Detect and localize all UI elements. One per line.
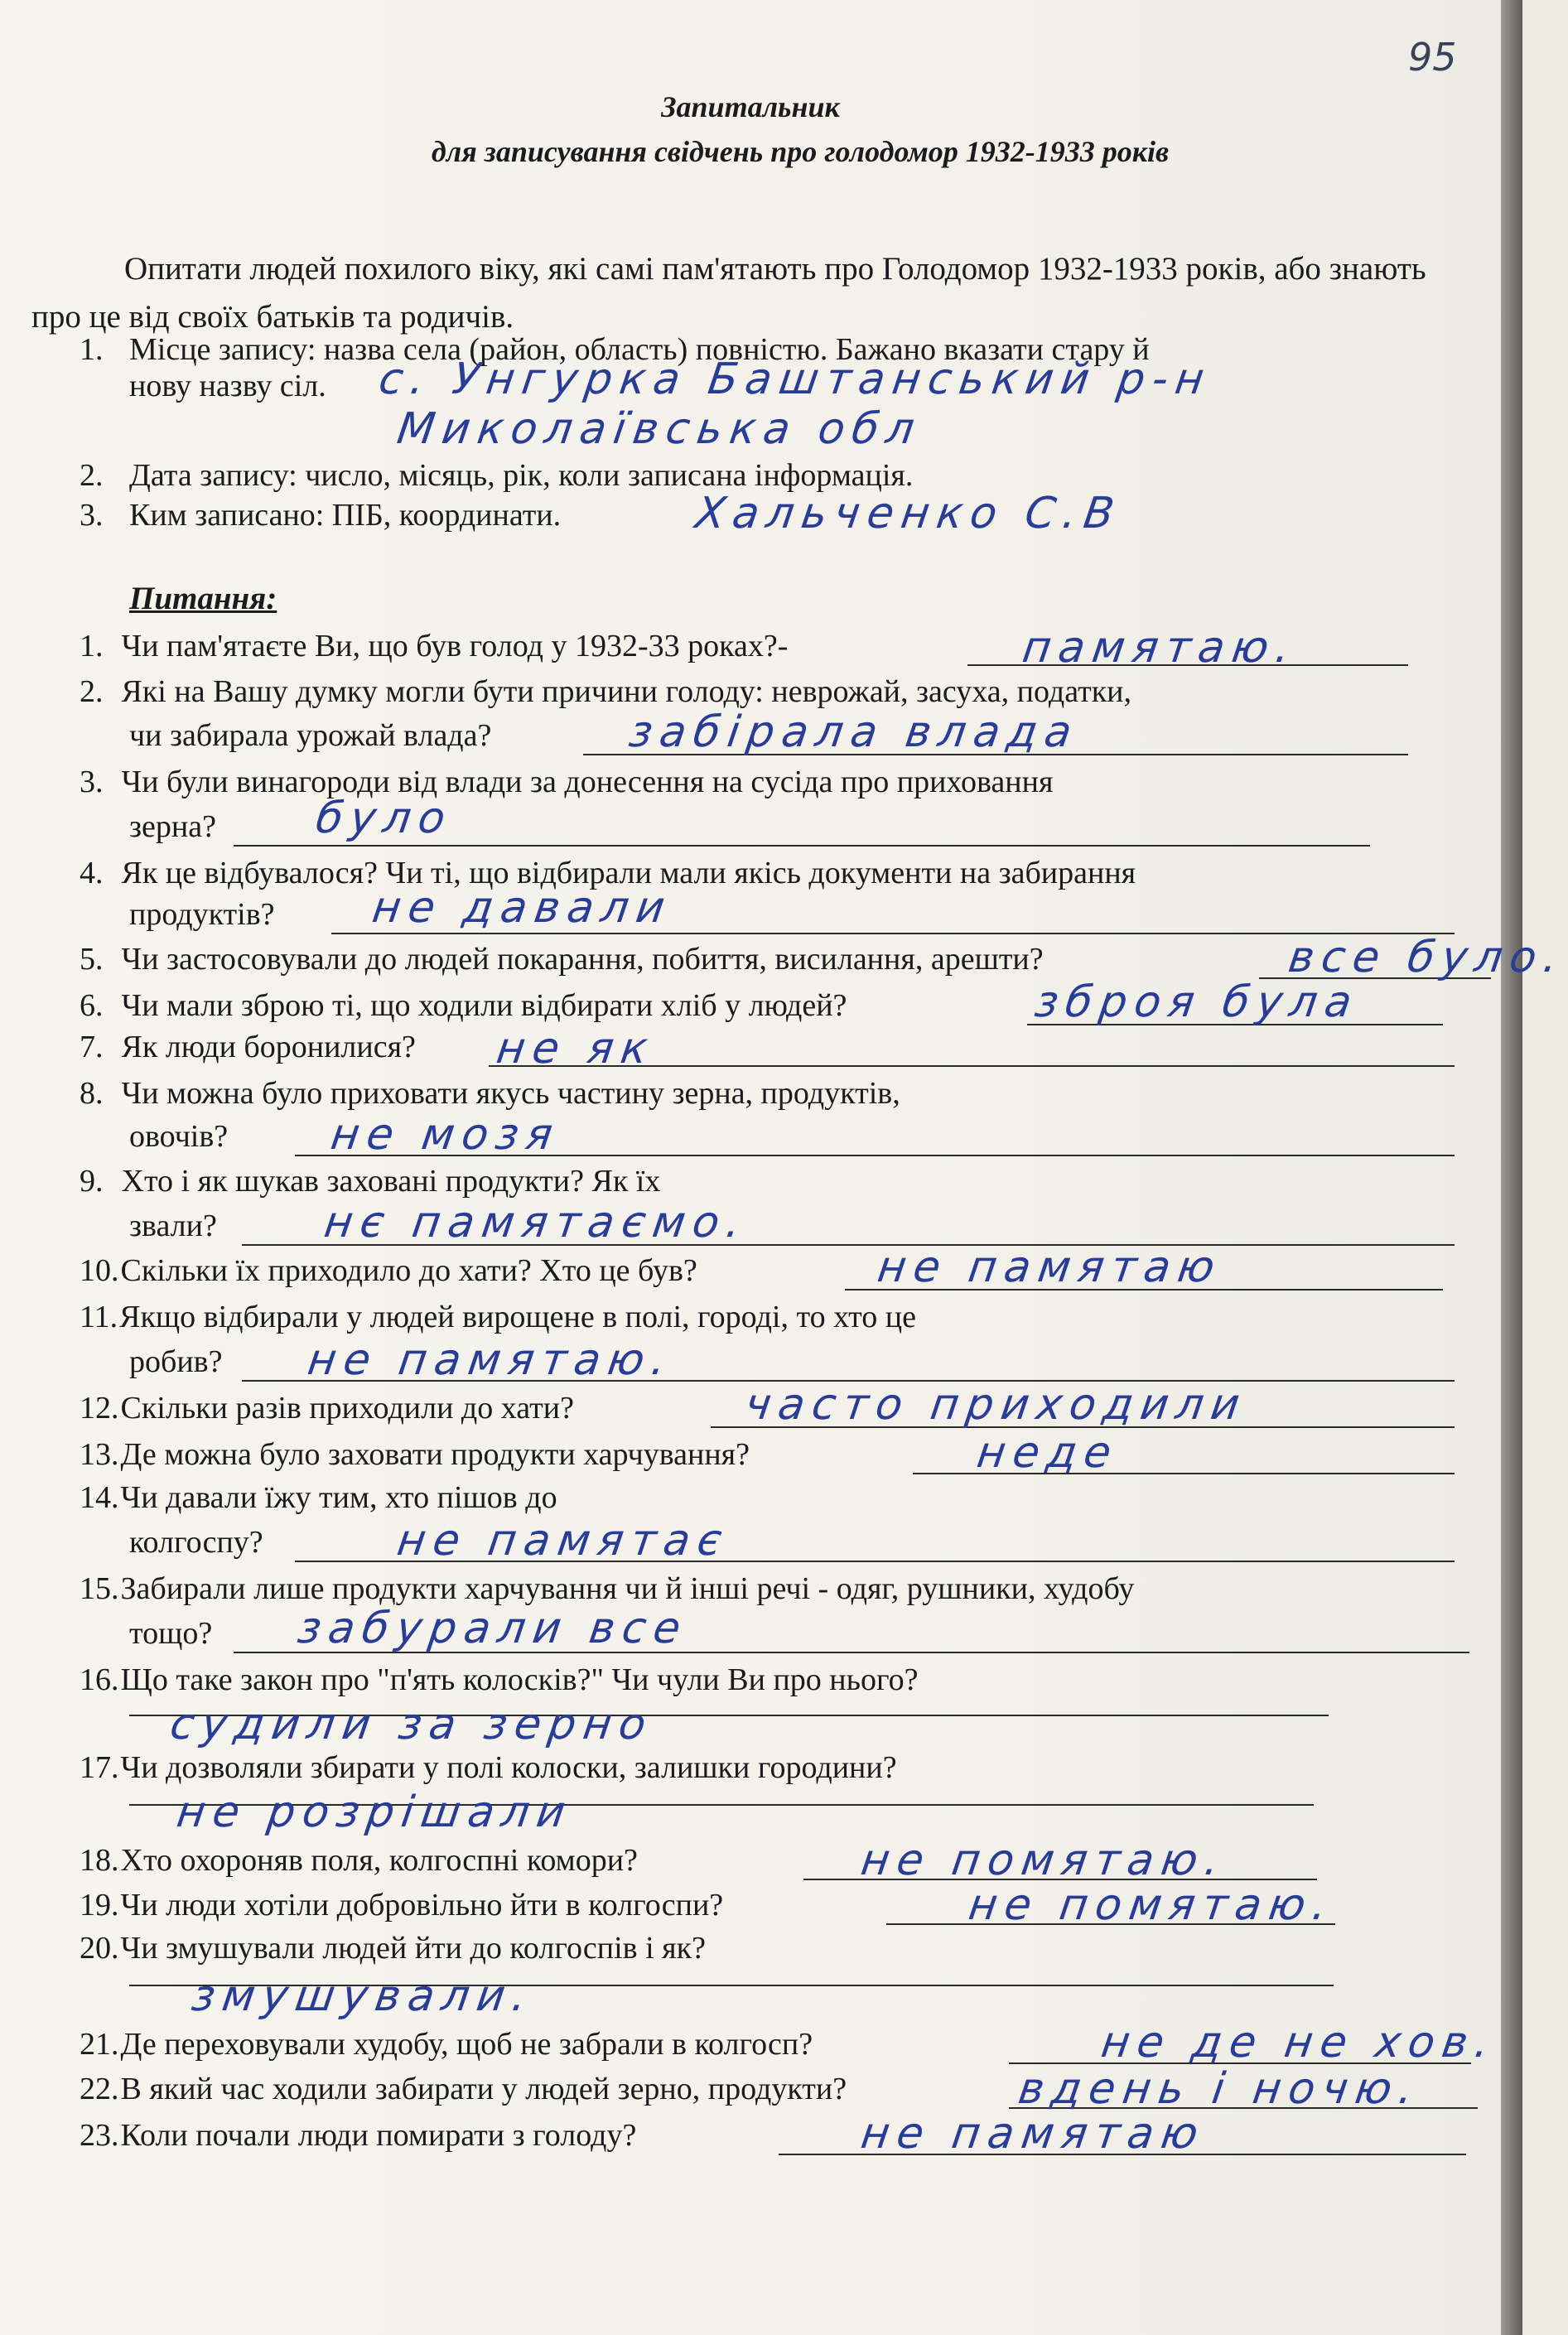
header-item-1-line2: нову назву сіл. — [129, 369, 326, 403]
question-text-continued: чи забирала урожай влада? — [129, 718, 492, 753]
handwritten-answer: часто приходили — [741, 1380, 1251, 1430]
question-text: В який час ходили забирати у людей зерно, продукти? — [120, 2072, 847, 2106]
question-number: 21. — [80, 2027, 119, 2062]
question-text: Хто і як шукав заховані продукти? Як їх — [121, 1164, 661, 1199]
question-number: 17. — [80, 1750, 119, 1785]
question-number: 3. — [80, 765, 104, 799]
question-9 — [80, 1163, 660, 1199]
question-13 — [80, 1436, 750, 1473]
question-text: Чи мали зброю ті, що ходили відбирати хліб у людей? — [121, 988, 847, 1023]
question-number: 22. — [80, 2072, 119, 2106]
question-text: Скільки разів приходили до хати? — [120, 1391, 574, 1426]
document-title: Запитальник — [661, 90, 840, 123]
handwritten-answer: не памятаю. — [304, 1335, 677, 1385]
handwritten-answer: забірала влада — [625, 707, 1083, 757]
handwritten-answer: не мозя — [327, 1110, 563, 1160]
question-text: Скільки їх приходило до хати? Хто це був? — [120, 1253, 697, 1288]
handwritten-answer: не як — [493, 1024, 659, 1073]
question-text: Чи дозволяли збирати у полі колоски, залишки городини? — [120, 1750, 897, 1785]
question-11 — [80, 1299, 916, 1335]
question-number: 5. — [80, 942, 104, 977]
handwritten-answer: не помятаю. — [965, 1880, 1338, 1930]
answer-line — [234, 845, 1370, 847]
handwritten-answer: Миколаївська обл — [393, 404, 925, 454]
question-text: Чи змушували людей йти до колгоспів і як? — [120, 1931, 706, 1966]
question-number: 9. — [80, 1164, 104, 1199]
question-number: 13. — [80, 1437, 119, 1472]
question-text-continued: колгоспу? — [129, 1525, 263, 1560]
question-number: 20. — [80, 1931, 119, 1966]
question-text-continued: овочів? — [129, 1119, 229, 1154]
handwritten-answer: не памятає — [393, 1516, 732, 1566]
question-text: Як люди боронилися? — [121, 1030, 416, 1064]
handwritten-answer: неде — [973, 1428, 1122, 1478]
item-number: 3. — [80, 498, 104, 533]
question-19 — [80, 1887, 723, 1923]
handwritten-answer: не давали — [369, 883, 676, 933]
question-text: Хто охороняв поля, колгоспні комори? — [120, 1843, 638, 1878]
question-text: Чи давали їжу тим, хто пішов до — [120, 1480, 557, 1515]
handwritten-answer: судили за зерно — [166, 1700, 657, 1749]
question-number: 14. — [80, 1480, 119, 1515]
question-number: 11. — [80, 1300, 118, 1334]
item-number: 1. — [80, 332, 104, 367]
question-number: 12. — [80, 1391, 119, 1426]
item-text: Місце запису: назва села (район, область) повністю. Бажано вказати стару й — [129, 332, 1150, 367]
question-text: Де переховували худобу, щоб не забрали в колгосп? — [120, 2027, 813, 2062]
question-number: 4. — [80, 856, 104, 890]
question-text: Чи можна було приховати якусь частину зерна, продуктів, — [121, 1076, 900, 1111]
question-number: 2. — [80, 674, 104, 709]
handwritten-answer: не помятаю. — [857, 1836, 1230, 1885]
handwritten-answer: було — [312, 794, 456, 843]
question-number: 19. — [80, 1888, 119, 1923]
question-10 — [80, 1252, 697, 1289]
question-1 — [80, 628, 788, 664]
question-text: Де можна було заховати продукти харчування? — [120, 1437, 750, 1472]
question-5 — [80, 941, 1044, 977]
handwritten-answer: памятаю. — [1019, 623, 1301, 673]
header-item-3 — [80, 497, 561, 533]
questions-heading: Питання: — [129, 581, 277, 616]
question-text: Чи були винагороди від влади за донесення на сусіда про приховання — [121, 765, 1054, 799]
handwritten-answer: Хальченко С.В — [692, 489, 1125, 538]
question-text-continued: тощо? — [129, 1616, 213, 1651]
item-text: Ким записано: ПІБ, координати. — [129, 498, 562, 533]
question-8 — [80, 1075, 900, 1112]
question-number: 18. — [80, 1843, 119, 1878]
question-number: 15. — [80, 1571, 119, 1606]
handwritten-answer: не де не хов. — [1098, 2018, 1500, 2067]
handwritten-answer: нє памятаємо. — [321, 1198, 751, 1247]
question-number: 1. — [80, 629, 104, 663]
question-text: Як це відбувалося? Чи ті, що відбирали мали якісь документи на забирання — [121, 856, 1136, 890]
page-number: 95 — [1408, 35, 1457, 80]
handwritten-answer: не розрішали — [173, 1787, 577, 1837]
handwritten-answer: вдень і ночю. — [1015, 2064, 1424, 2114]
question-number: 8. — [80, 1076, 104, 1111]
question-18 — [80, 1842, 638, 1879]
question-15 — [80, 1570, 1134, 1607]
question-text-continued: продуктів? — [129, 897, 275, 932]
question-14 — [80, 1479, 557, 1516]
question-text: Які на Вашу думку могли бути причини голоду: неврожай, засуха, податки, — [121, 674, 1131, 709]
handwritten-answer: забурали все — [294, 1604, 692, 1653]
question-21 — [80, 2026, 813, 2062]
question-text: Якщо відбирали у людей вирощене в полі, городі, то хто це — [119, 1300, 916, 1334]
handwritten-answer: не памятаю — [857, 2109, 1209, 2159]
question-text-continued: звали? — [129, 1209, 217, 1243]
question-number: 10. — [80, 1253, 119, 1288]
page-edge — [1501, 0, 1522, 2335]
question-20 — [80, 1930, 706, 1966]
question-text: Чи люди хотіли добровільно йти в колгоспи? — [120, 1888, 724, 1923]
question-12 — [80, 1390, 574, 1426]
intro-text: Опитати людей похилого віку, які самі пам'ятають про Голодомор 1932-1933 років, або знають про це від своїх батьків та родичів. — [31, 251, 1426, 335]
question-2 — [80, 673, 1131, 710]
item-number: 2. — [80, 458, 104, 493]
question-text: Чи застосовували до людей покарання, побиття, висилання, арешти? — [121, 942, 1044, 977]
handwritten-answer: зброя була — [1031, 977, 1363, 1027]
handwritten-answer: все було. — [1285, 933, 1568, 982]
question-22 — [80, 2071, 847, 2107]
question-text: Коли почали люди помирати з голоду? — [120, 2118, 637, 2153]
handwritten-answer: змушували. — [188, 1971, 538, 2021]
answer-line — [331, 933, 1455, 934]
question-17 — [80, 1749, 897, 1786]
question-text: Чи пам'ятаєте Ви, що був голод у 1932-33 роках?- — [121, 629, 789, 663]
question-number: 23. — [80, 2118, 119, 2153]
question-text-continued: робив? — [129, 1344, 223, 1379]
question-number: 6. — [80, 988, 104, 1023]
handwritten-answer: не памятаю — [874, 1242, 1226, 1292]
question-6 — [80, 987, 847, 1024]
document-subtitle: для записування свідчень про голодомор 1932-1933 років — [431, 135, 1170, 168]
question-23 — [80, 2117, 636, 2154]
question-text: Що таке закон про "п'ять колосків?" Чи чули Ви про нього? — [120, 1662, 919, 1697]
item-text: Дата запису: число, місяць, рік, коли записана інформація. — [129, 458, 914, 493]
question-text: Забирали лише продукти харчування чи й інші речі - одяг, рушники, худобу — [120, 1571, 1135, 1606]
question-16 — [80, 1662, 918, 1698]
question-number: 7. — [80, 1030, 104, 1064]
question-text-continued: зерна? — [129, 809, 216, 844]
question-number: 16. — [80, 1662, 119, 1697]
question-3 — [80, 764, 1053, 800]
question-7 — [80, 1029, 416, 1065]
handwritten-answer: с. Унгурка Баштанський р-н — [375, 355, 1215, 404]
